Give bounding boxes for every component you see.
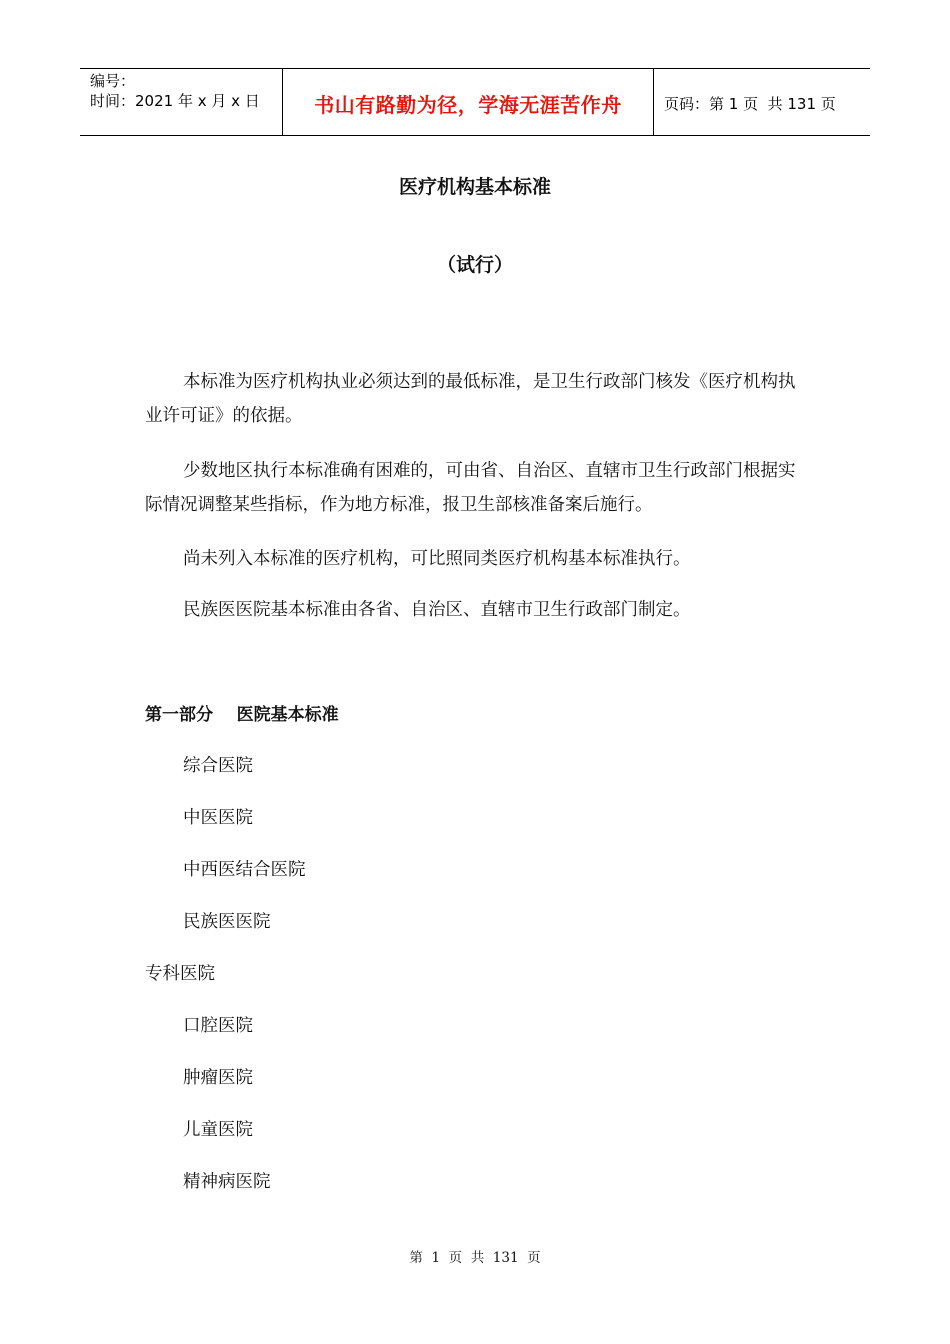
page-footer: 第 1 页 共 131 页 [409,1250,541,1266]
list-item: 中西医结合医院 [183,860,306,880]
list-item: 精神病医院 [183,1172,271,1192]
body-paragraph: 尚未列入本标准的医疗机构，可比照同类医疗机构基本标准执行。 [183,549,691,569]
header-motto: 书山有路勤为径，学海无涯苦作舟 [314,92,622,117]
list-item: 中医医院 [183,808,253,828]
document-title: 医疗机构基本标准 [398,176,551,198]
list-item: 民族医医院 [183,912,271,932]
list-item: 专科医院 [145,964,215,984]
document-header-table [80,68,870,136]
list-item: 肿瘤医院 [183,1068,253,1088]
list-item: 口腔医院 [183,1016,253,1036]
document-date-label: 时间：2021 年 x 月 x 日 [90,92,260,110]
header-page-cell [654,69,870,135]
body-paragraph: 少数地区执行本标准确有困难的，可由省、自治区、直辖市卫生行政部门根据实际情况调整某些指标，作为地方标准，报卫生部核准备案后施行。 [145,461,796,515]
body-paragraph: 民族医医院基本标准由各省、自治区、直辖市卫生行政部门制定。 [183,600,691,620]
document-subtitle: （试行） [436,254,513,276]
section-heading: 第一部分 医院基本标准 [145,705,339,725]
header-motto-cell [282,69,654,135]
list-item: 综合医院 [183,756,253,776]
header-page-info: 页码：第 1 页 共 131 页 [664,94,836,113]
list-item: 儿童医院 [183,1120,253,1140]
document-number-label: 编号： [90,72,136,90]
header-meta-cell [80,69,282,135]
body-paragraph: 本标准为医疗机构执业必须达到的最低标准，是卫生行政部门核发《医疗机构执业许可证》的依据。 [145,372,796,426]
